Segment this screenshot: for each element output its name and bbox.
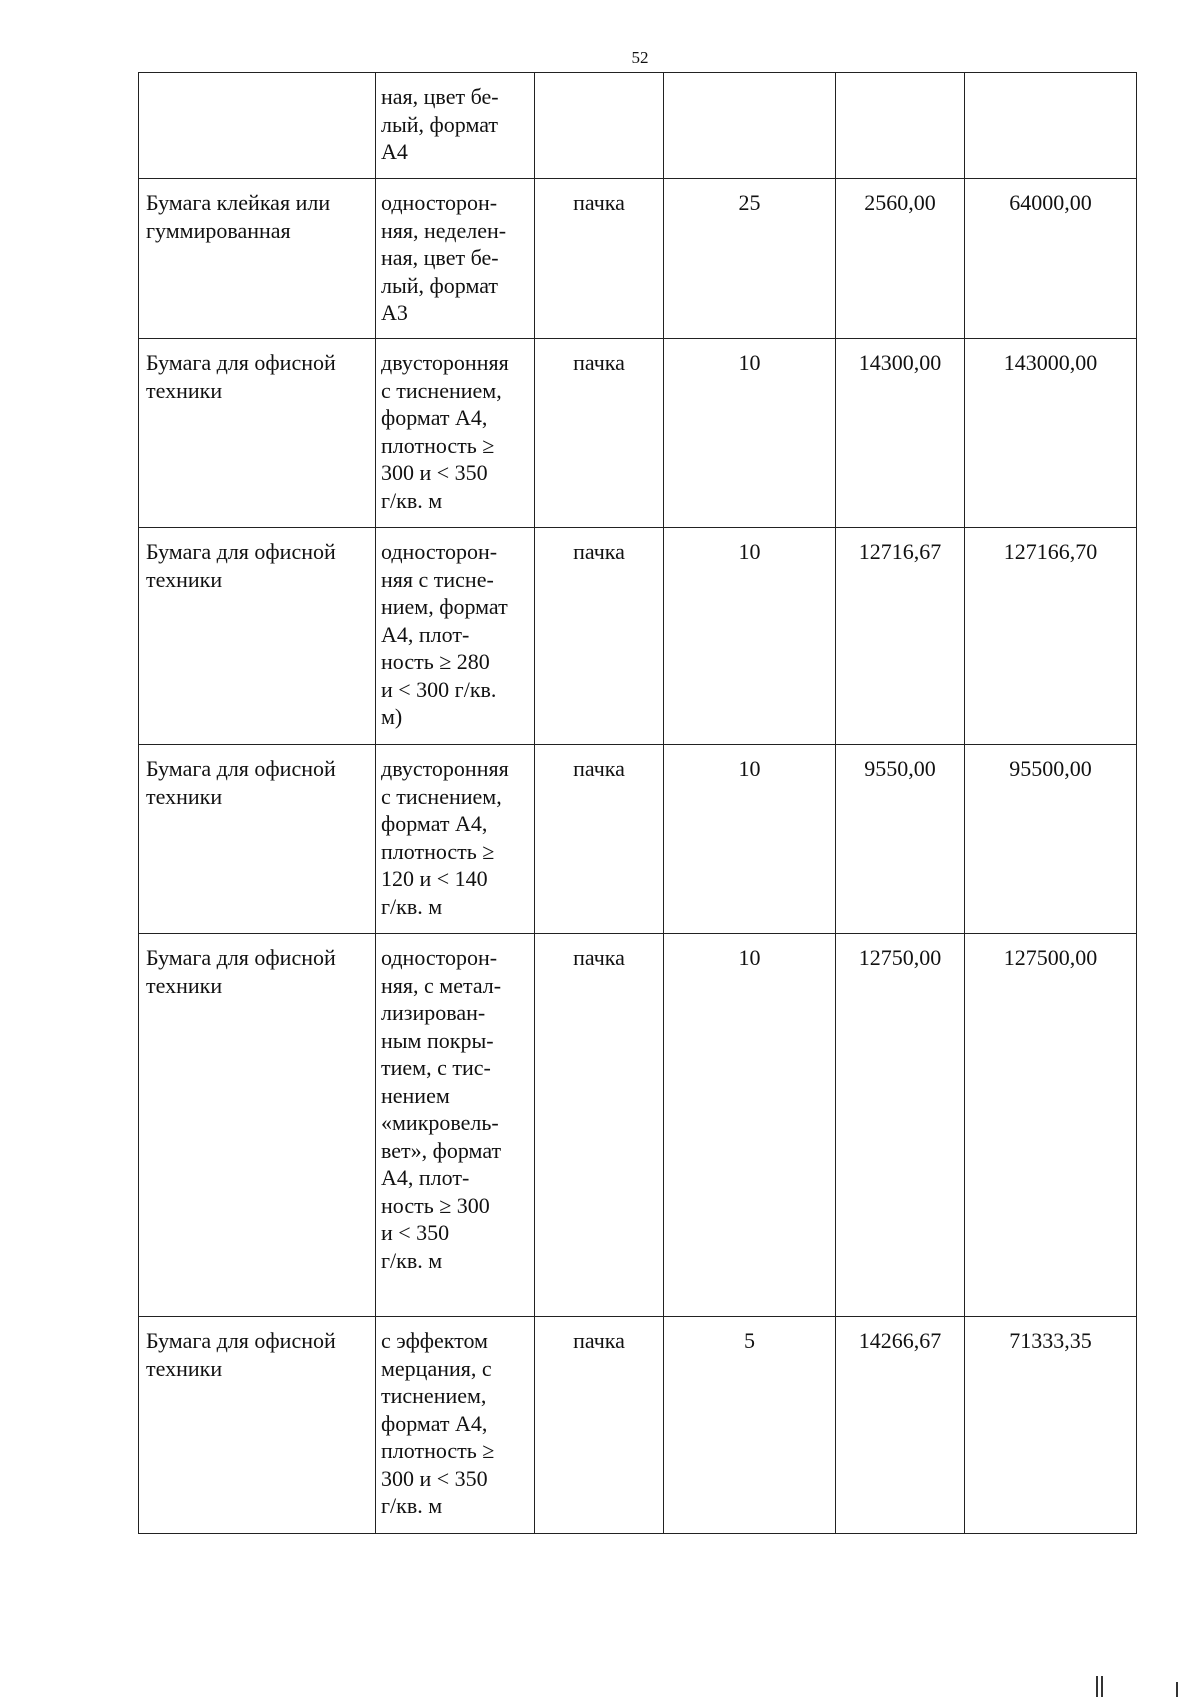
- item-description-cell: ная, цвет бе- лый, формат А4: [376, 73, 535, 179]
- item-name-cell: Бумага для офисной техники: [139, 934, 376, 1317]
- item-description-cell: двусторонняя с тиснением, формат А4, плотность ≥ 120 и < 140 г/кв. м: [376, 745, 535, 934]
- item-total-cell: 127166,70: [965, 528, 1137, 745]
- item-name-cell: Бумага для офисной техники: [139, 745, 376, 934]
- table-row: [139, 745, 1137, 934]
- item-price-cell: 2560,00: [836, 179, 965, 339]
- item-unit-cell: пачка: [535, 528, 664, 745]
- item-quantity-cell: 5: [664, 1317, 836, 1534]
- item-total-cell: 71333,35: [965, 1317, 1137, 1534]
- goods-table: [138, 72, 1137, 1534]
- item-unit-cell: пачка: [535, 745, 664, 934]
- item-quantity-cell: 10: [664, 745, 836, 934]
- scan-edge-mark: [1101, 1676, 1103, 1697]
- scan-edge-mark: [1096, 1676, 1098, 1697]
- item-price-cell: 14266,67: [836, 1317, 965, 1534]
- table-row: [139, 179, 1137, 339]
- item-unit-cell: пачка: [535, 934, 664, 1317]
- item-quantity-cell: 25: [664, 179, 836, 339]
- item-total-cell: 64000,00: [965, 179, 1137, 339]
- item-name-cell: Бумага клейкая или гуммированная: [139, 179, 376, 339]
- item-description-cell: двусторонняя с тиснением, формат А4, плотность ≥ 300 и < 350 г/кв. м: [376, 339, 535, 528]
- table-row: [139, 73, 1137, 179]
- item-description-cell: односторон- няя с тисне- нием, формат А4, плот- ность ≥ 280 и < 300 г/кв. м): [376, 528, 535, 745]
- item-description-cell: с эффектом мерцания, с тиснением, формат А4, плотность ≥ 300 и < 350 г/кв. м: [376, 1317, 535, 1534]
- table-row: [139, 528, 1137, 745]
- item-price-cell: 12716,67: [836, 528, 965, 745]
- item-price-cell: 14300,00: [836, 339, 965, 528]
- item-unit-cell: [535, 73, 664, 179]
- item-quantity-cell: [664, 73, 836, 179]
- item-unit-cell: пачка: [535, 339, 664, 528]
- item-name-cell: Бумага для офисной техники: [139, 528, 376, 745]
- item-total-cell: 143000,00: [965, 339, 1137, 528]
- item-name-cell: [139, 73, 376, 179]
- item-price-cell: 12750,00: [836, 934, 965, 1317]
- item-total-cell: [965, 73, 1137, 179]
- page-number: 52: [631, 48, 649, 67]
- table-row: [139, 339, 1137, 528]
- item-price-cell: [836, 73, 965, 179]
- item-total-cell: 95500,00: [965, 745, 1137, 934]
- item-description-cell: односторон- няя, с метал- лизирован- ным покры- тием, с тис- нением «микровель- вет», формат А4, плот- ность ≥ 300 и < 350 г/кв. м: [376, 934, 535, 1317]
- item-name-cell: Бумага для офисной техники: [139, 339, 376, 528]
- table-row: [139, 934, 1137, 1317]
- item-quantity-cell: 10: [664, 339, 836, 528]
- scan-edge-mark: [1176, 1682, 1178, 1697]
- table-row: [139, 1317, 1137, 1534]
- item-name-cell: Бумага для офисной техники: [139, 1317, 376, 1534]
- item-unit-cell: пачка: [535, 1317, 664, 1534]
- item-unit-cell: пачка: [535, 179, 664, 339]
- item-quantity-cell: 10: [664, 528, 836, 745]
- item-price-cell: 9550,00: [836, 745, 965, 934]
- item-total-cell: 127500,00: [965, 934, 1137, 1317]
- item-quantity-cell: 10: [664, 934, 836, 1317]
- item-description-cell: односторон- няя, неделен- ная, цвет бе- лый, формат А3: [376, 179, 535, 339]
